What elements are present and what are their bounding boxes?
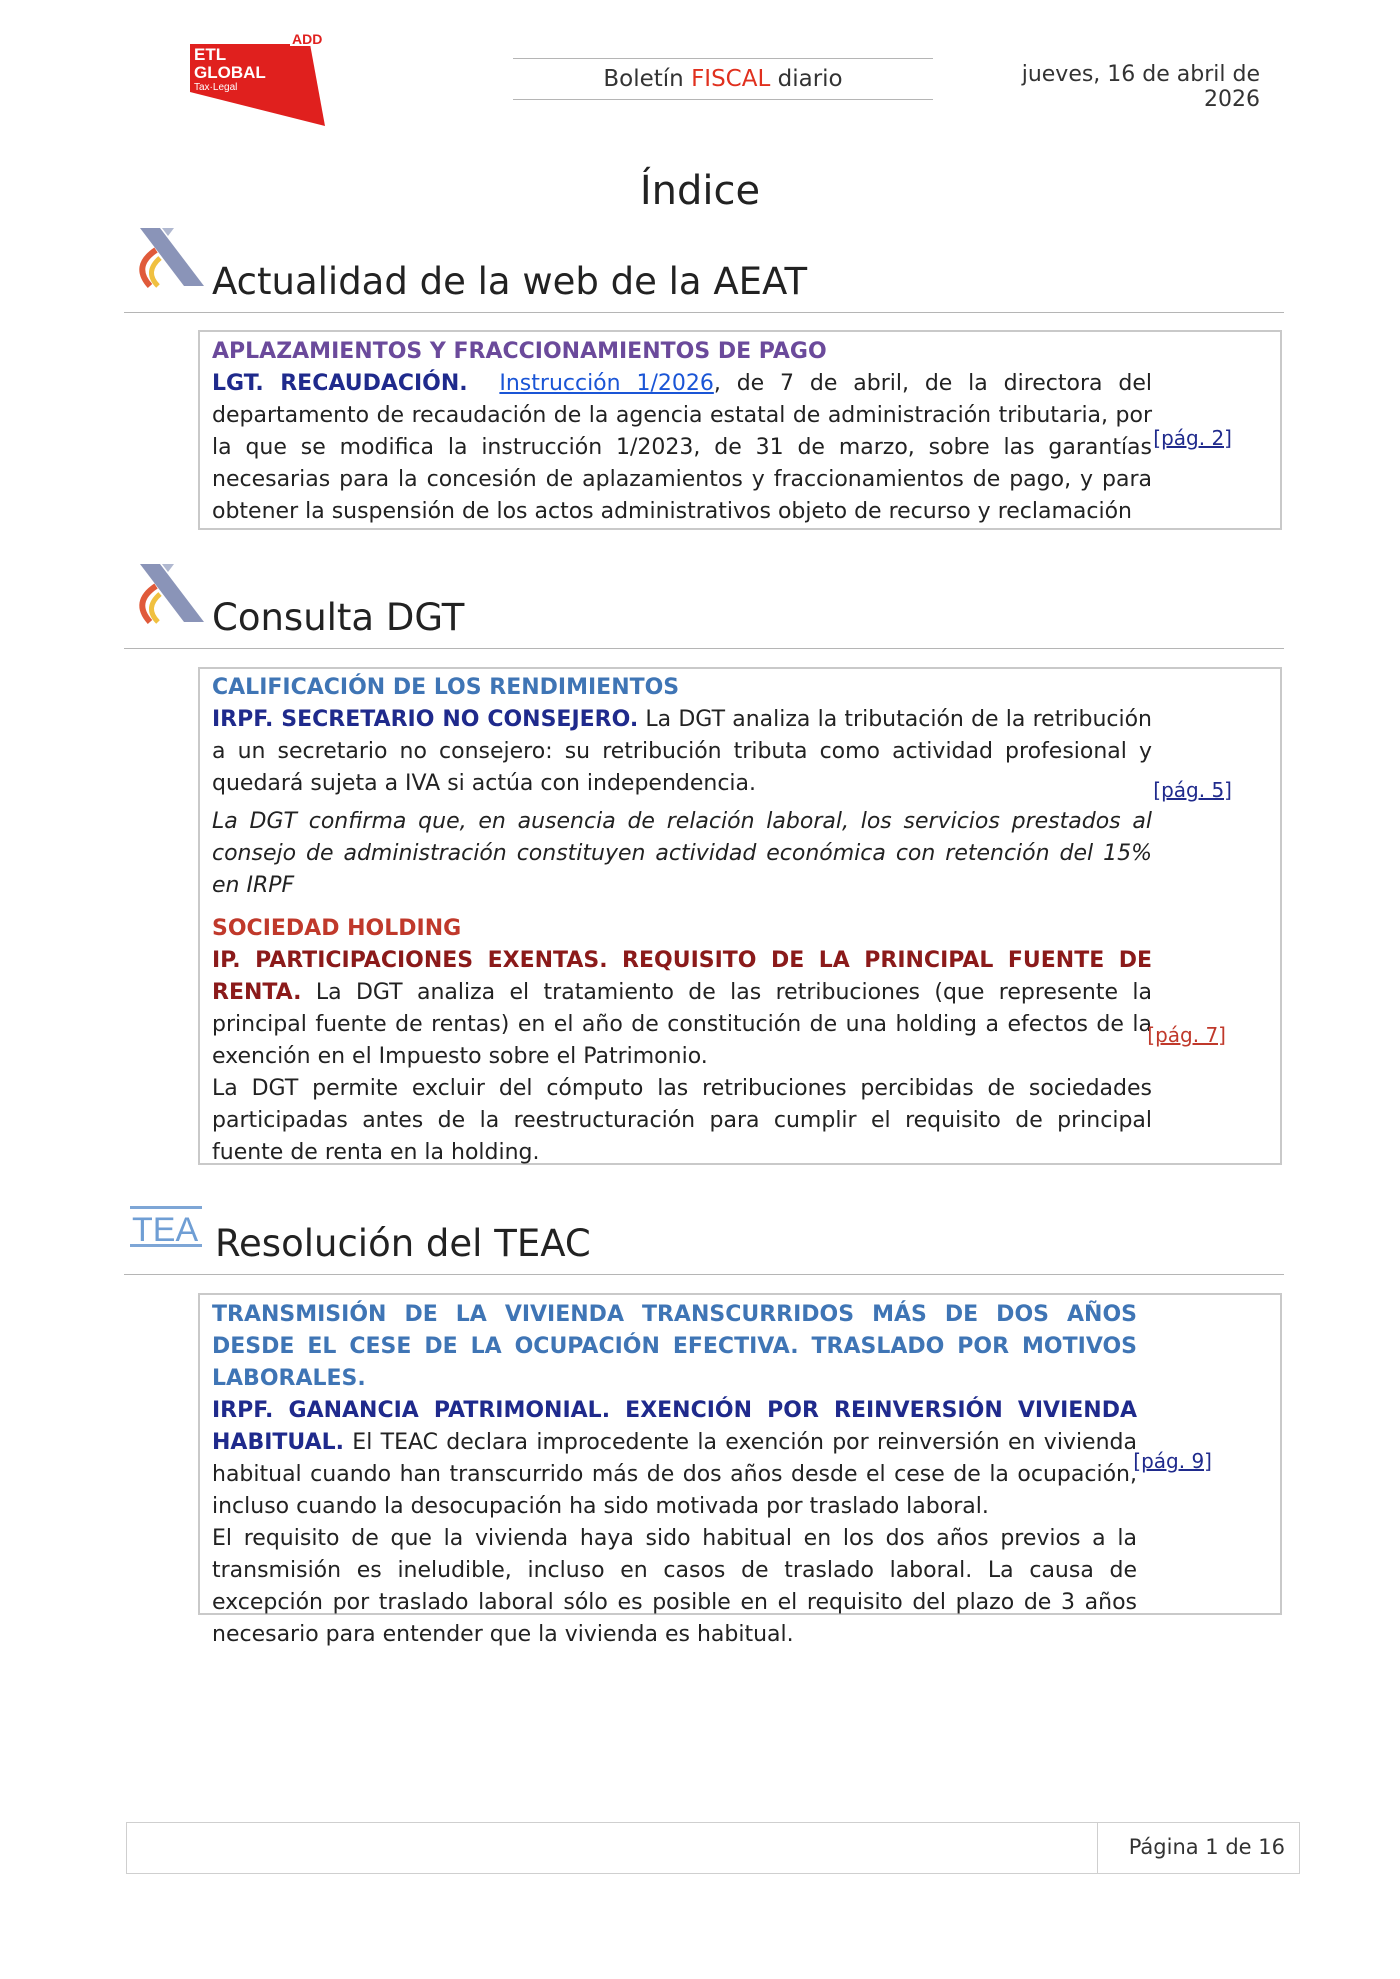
entry-category: SOCIEDAD HOLDING <box>212 916 462 941</box>
section-divider <box>124 1274 1284 1275</box>
tea-logo-icon <box>130 1204 204 1250</box>
index-entry-box <box>198 667 1282 1165</box>
logo-taxlegal-text: Tax·Legal <box>194 82 238 93</box>
index-entry-box <box>198 1293 1282 1647</box>
entry-note: La DGT confirma que, en ausencia de relación laboral, los servicios prestados al consejo de administración constituyen actividad económica con retención del 15% en IRPF <box>212 809 1152 898</box>
entry-lead: LGT. RECAUDACIÓN. <box>212 371 468 396</box>
tea-logo-text: TEA <box>132 1211 199 1249</box>
aeat-logo-icon <box>128 224 208 294</box>
page-footer <box>126 1822 1300 1874</box>
footer-divider <box>1097 1823 1098 1873</box>
bulletin-suffix: diario <box>777 66 843 92</box>
entry-lead: IP. PARTICIPACIONES EXENTAS. REQUISITO DE LA PRINCIPAL FUENTE DE RENTA. <box>212 948 1152 1005</box>
page-link[interactable]: [pág. 5] <box>1153 778 1232 802</box>
page-link[interactable]: [pág. 9] <box>1133 1449 1212 1473</box>
page-link[interactable]: [pág. 7] <box>1147 1023 1226 1047</box>
instruction-link[interactable]: Instrucción 1/2026 <box>499 371 714 396</box>
logo-etl-text: ETL <box>194 45 227 64</box>
aeat-logo-icon <box>128 560 208 630</box>
section-title-teac: Resolución del TEAC <box>215 1222 591 1265</box>
bulletin-prefix: Boletín <box>603 66 684 92</box>
section-title-aeat: Actualidad de la web de la AEAT <box>212 260 808 303</box>
index-entry <box>212 913 1232 1163</box>
entry-text: La DGT analiza la tributación de la retribución a un secretario no consejero: su retribución tributa como actividad profesional y quedará sujeta a IVA si actúa con independencia. <box>212 707 1153 796</box>
index-entry-box <box>198 330 1282 530</box>
bulletin-title <box>513 58 933 100</box>
page-link[interactable]: [pág. 2] <box>1153 426 1232 450</box>
index-title: Índice <box>639 168 761 214</box>
page-number: Página 1 de 16 <box>1128 1835 1285 1859</box>
section-divider <box>124 648 1284 649</box>
logo-add-text: ADD <box>292 32 323 47</box>
entry-category: APLAZAMIENTOS Y FRACCIONAMIENTOS DE PAGO <box>212 339 827 364</box>
section-title-dgt: Consulta DGT <box>212 596 465 639</box>
entry-text: El TEAC declara improcedente la exención por reinversión en vivienda habitual cuando han transcurrido más de dos años desde el cese de la ocupación, incluso cuando la desocupación ha sido motivada por traslado laboral. <box>212 1430 1137 1519</box>
bulletin-accent: FISCAL <box>691 66 771 92</box>
entry-lead: IRPF. SECRETARIO NO CONSEJERO. <box>212 707 639 732</box>
header-date: jueves, 16 de abril de 2026 <box>1021 62 1260 112</box>
index-entry <box>212 1299 1222 1647</box>
index-entry <box>212 336 1232 526</box>
logo-global-text: GLOBAL <box>194 63 266 82</box>
entry-lead: IRPF. GANANCIA PATRIMONIAL. EXENCIÓN POR REINVERSIÓN VIVIENDA HABITUAL. <box>212 1398 1137 1455</box>
entry-text: La DGT analiza el tratamiento de las retribuciones (que represente la principal fuente de rentas) en el año de constitución de una holding a efectos de la exención en el Impuesto sobre el Patrimonio. <box>212 980 1152 1069</box>
entry-note: El requisito de que la vivienda haya sido habitual en los dos años previos a la transmisión es ineludible, incluso en casos de traslado laboral. La causa de excepción por traslado laboral sólo es posible en el requisito del plazo de 3 años necesario para entender que la vivienda es habitual. <box>212 1526 1137 1647</box>
entry-category: TRANSMISIÓN DE LA VIVIENDA TRANSCURRIDOS MÁS DE DOS AÑOS DESDE EL CESE DE LA OCUPACIÓN EFECTIVA. TRASLADO POR MOTIVOS LABORALES. <box>212 1302 1137 1391</box>
etl-global-logo <box>190 32 330 126</box>
index-entry <box>212 672 1232 898</box>
section-divider <box>124 312 1284 313</box>
entry-category: CALIFICACIÓN DE LOS RENDIMIENTOS <box>212 675 680 700</box>
entry-note: La DGT permite excluir del cómputo las retribuciones percibidas de sociedades participadas antes de la reestructuración para cumplir el requisito de principal fuente de renta en la holding. <box>212 1076 1152 1165</box>
entry-text: , de 7 de abril, de la directora del departamento de recaudación de la agencia estatal de administración tributaria, por la que se modifica la instrucción 1/2023, de 31 de marzo, sobre las garantías necesarias para la concesión de aplazamientos y fraccionamientos de pago, y para obtener la suspensión de los actos administrativos objeto de recurso y reclamación <box>212 371 1152 524</box>
